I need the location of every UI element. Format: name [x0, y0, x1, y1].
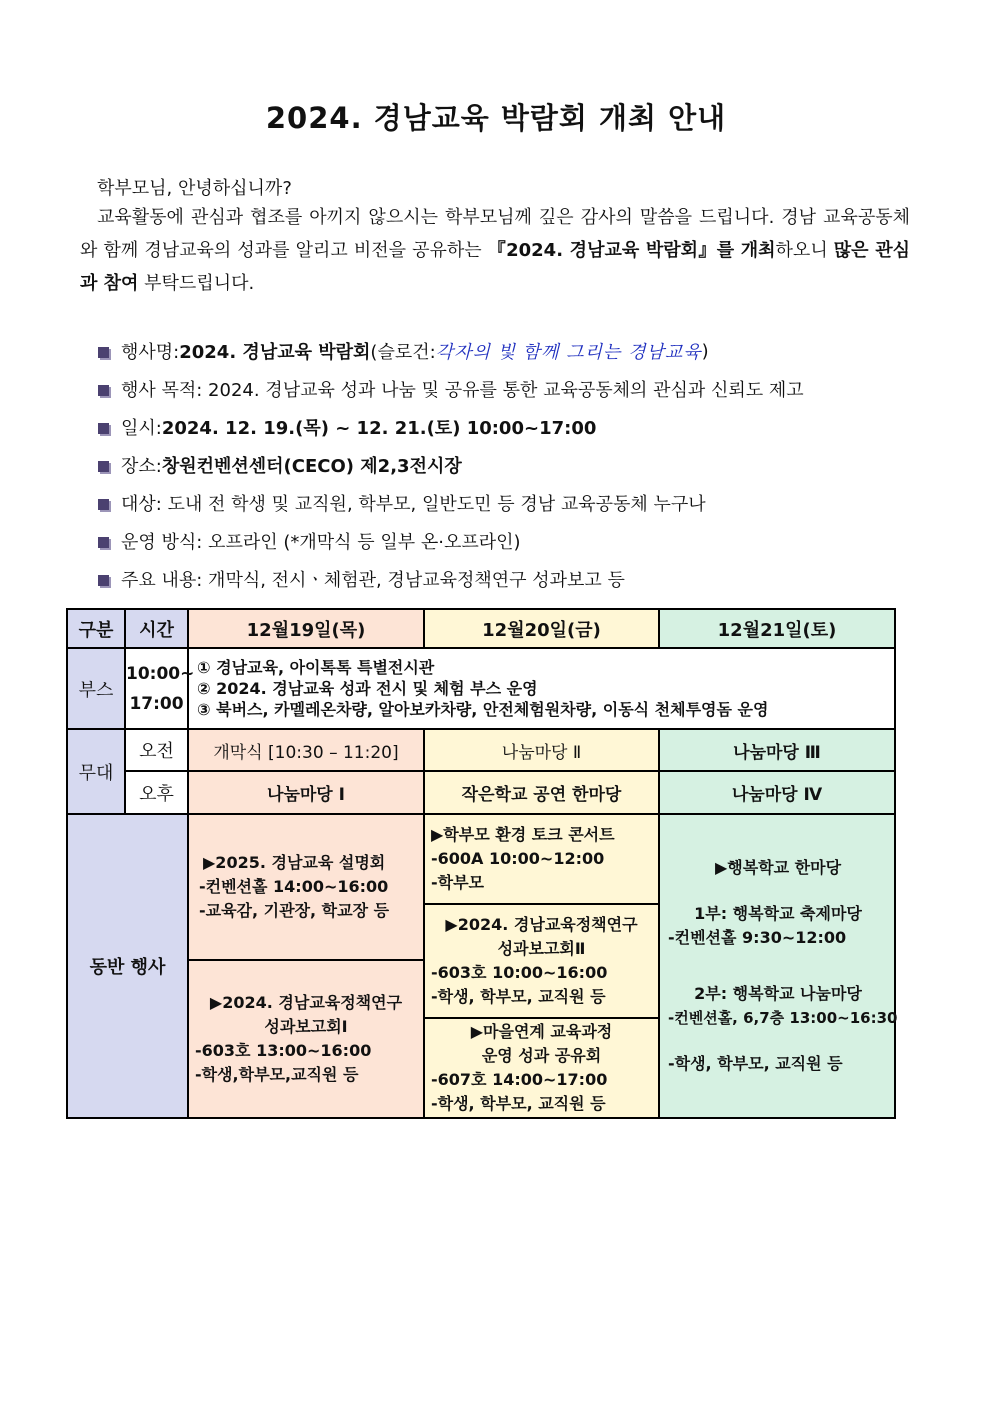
- slogan-open: (슬로건:: [370, 342, 436, 363]
- target-text: 대상: 도내 전 학생 및 교직원, 학부모, 일반도민 등 경남 교육공동체 누구나: [121, 494, 706, 515]
- stage-am-day1: 개막식 [10:30 – 11:20]: [188, 729, 424, 771]
- event-name-label: 행사명:: [121, 342, 180, 363]
- intro-text: 교육활동에 관심과 협조를 아끼지 않으시는 학부모님께 깊은 감사의 말씀을 드립니다. 경남 교육공동체와 함께 경남교육의 성과를 알리고 비전을 공유하는: [80, 207, 910, 261]
- square-bullet-icon: [98, 537, 109, 548]
- day2-event-a-line1: -600A 10:00~12:00: [431, 849, 605, 868]
- square-bullet-icon: [98, 347, 109, 358]
- intro-paragraph: [80, 201, 910, 300]
- square-bullet-icon: [98, 385, 109, 396]
- bullet-method: [98, 522, 928, 560]
- bullet-content: [98, 560, 928, 598]
- day3-part2-line: -컨벤션홀, 6,7층 13:00~16:30: [668, 1009, 898, 1027]
- day1-event-b-title2: 성과보고회Ⅰ: [264, 1017, 348, 1036]
- intro-text-mid: 하오니: [775, 240, 834, 261]
- day3-part1-line: -컨벤션홀 9:30~12:00: [668, 928, 847, 947]
- booth-time-start: 10:00~: [126, 663, 195, 684]
- day3-participants: -학생, 학부모, 교직원 등: [668, 1054, 843, 1073]
- bullet-event-name: [98, 332, 928, 370]
- side-event-label: 동반 행사: [67, 814, 188, 1118]
- greeting-text: 학부모님, 안녕하십니까?: [97, 178, 292, 199]
- intro-bold-event: 『2024. 경남교육 박람회』를 개최: [487, 240, 776, 261]
- side-event-row-1: [67, 814, 895, 904]
- stage-am-day3: 나눔마당 Ⅲ: [659, 729, 895, 771]
- day1-event-a-title: ▶2025. 경남교육 설명회: [203, 853, 386, 872]
- side-event-day1-b: [188, 960, 424, 1118]
- stage-label: 무대: [67, 729, 125, 814]
- bullet-purpose: [98, 370, 928, 408]
- slogan-text: 각자의 빛 함께 그리는 경남교육: [435, 342, 702, 363]
- stage-pm-day2: 작은학교 공연 한마당: [424, 771, 659, 814]
- booth-row: [67, 648, 895, 729]
- side-event-day3: [659, 814, 898, 1118]
- side-event-day2-b: [424, 904, 659, 1018]
- day3-part1: 1부: 행복학교 축제마당: [694, 904, 862, 923]
- content-text: 주요 내용: 개막식, 전시ㆍ체험관, 경남교육정책연구 성과보고 등: [121, 570, 625, 591]
- square-bullet-icon: [98, 461, 109, 472]
- day2-event-c-title2: 운영 성과 공유회: [481, 1046, 602, 1065]
- booth-contents: [188, 648, 895, 729]
- square-bullet-icon: [98, 575, 109, 586]
- day3-event-title: ▶행복학교 한마당: [714, 858, 842, 877]
- event-info-list: [98, 332, 928, 598]
- side-event-day1-a: [188, 814, 424, 960]
- place-label: 장소:: [121, 456, 162, 477]
- event-name-value: 2024. 경남교육 박람회: [179, 342, 371, 363]
- date-label: 일시:: [121, 418, 162, 439]
- stage-pm-row: [67, 771, 895, 814]
- purpose-text: 행사 목적: 2024. 경남교육 성과 나눔 및 공유를 통한 교육공동체의 관심과 신뢰도 제고: [121, 380, 804, 401]
- booth-time: [125, 648, 195, 729]
- stage-am-day2: 나눔마당 Ⅱ: [424, 729, 659, 771]
- booth-label: 부스: [67, 648, 125, 729]
- day2-event-b-line2: -학생, 학부모, 교직원 등: [431, 987, 606, 1006]
- stage-am-row: [67, 729, 895, 771]
- place-value: 창원컨벤션센터(CECO) 제2,3전시장: [161, 456, 462, 477]
- booth-time-end: 17:00: [129, 693, 184, 714]
- side-event-day2-a: [424, 814, 659, 904]
- day1-event-b-line1: -603호 13:00~16:00: [195, 1041, 372, 1060]
- side-event-day2-c: [424, 1018, 659, 1118]
- stage-pm-day3: 나눔마당 Ⅳ: [659, 771, 895, 814]
- day2-event-c-title1: ▶마을연계 교육과정: [470, 1022, 613, 1041]
- intro-bold-request: 많은 관심과 참여: [80, 240, 910, 294]
- stage-pm-day1: 나눔마당 Ⅰ: [188, 771, 424, 814]
- day1-event-b-title1: ▶2024. 경남교육정책연구: [209, 993, 403, 1012]
- day2-event-b-title2: 성과보고회Ⅱ: [497, 939, 586, 958]
- bullet-date: [98, 408, 928, 446]
- day2-event-a-title: ▶학부모 환경 토크 콘서트: [431, 825, 615, 844]
- booth-item-3: ③ 북버스, 카멜레온차량, 알아보카차량, 안전체험원차량, 이동식 천체투영돔 운영: [197, 700, 769, 719]
- day2-event-a-line2: -학부모: [431, 873, 485, 892]
- table-header-row: [67, 609, 895, 648]
- day1-event-b-line2: -학생,학부모,교직원 등: [195, 1065, 359, 1084]
- page-title: 2024. 경남교육 박람회 개최 안내: [265, 101, 727, 135]
- header-time: 시간: [125, 609, 188, 648]
- header-day3: 12월21일(토): [659, 609, 895, 648]
- square-bullet-icon: [98, 423, 109, 434]
- day2-event-c-line2: -학생, 학부모, 교직원 등: [431, 1094, 606, 1113]
- day3-part2: 2부: 행복학교 나눔마당: [694, 984, 862, 1003]
- intro-text-end: 부탁드립니다.: [138, 273, 255, 294]
- booth-item-1: ① 경남교육, 아이톡톡 특별전시관: [197, 658, 435, 677]
- header-division: 구분: [67, 609, 125, 648]
- date-value: 2024. 12. 19.(목) ~ 12. 21.(토) 10:00~17:00: [161, 418, 597, 439]
- bullet-target: [98, 484, 928, 522]
- day2-event-c-line1: -607호 14:00~17:00: [431, 1070, 608, 1089]
- day2-event-b-line1: -603호 10:00~16:00: [431, 963, 608, 982]
- header-day2: 12월20일(금): [424, 609, 659, 648]
- header-day1: 12월19일(목): [188, 609, 424, 648]
- stage-pm-label: 오후: [125, 771, 188, 814]
- stage-am-label: 오전: [125, 729, 188, 771]
- schedule-table: [66, 608, 896, 1119]
- slogan-close: ): [701, 340, 709, 362]
- booth-item-2: ② 2024. 경남교육 성과 전시 및 체험 부스 운영: [197, 679, 538, 698]
- bullet-place: [98, 446, 928, 484]
- day2-event-b-title1: ▶2024. 경남교육정책연구: [445, 915, 638, 934]
- day1-event-a-line2: -교육감, 기관장, 학교장 등: [199, 901, 390, 920]
- method-text: 운영 방식: 오프라인 (*개막식 등 일부 온·오프라인): [121, 532, 521, 553]
- day1-event-a-line1: -컨벤션홀 14:00~16:00: [199, 877, 389, 896]
- square-bullet-icon: [98, 499, 109, 510]
